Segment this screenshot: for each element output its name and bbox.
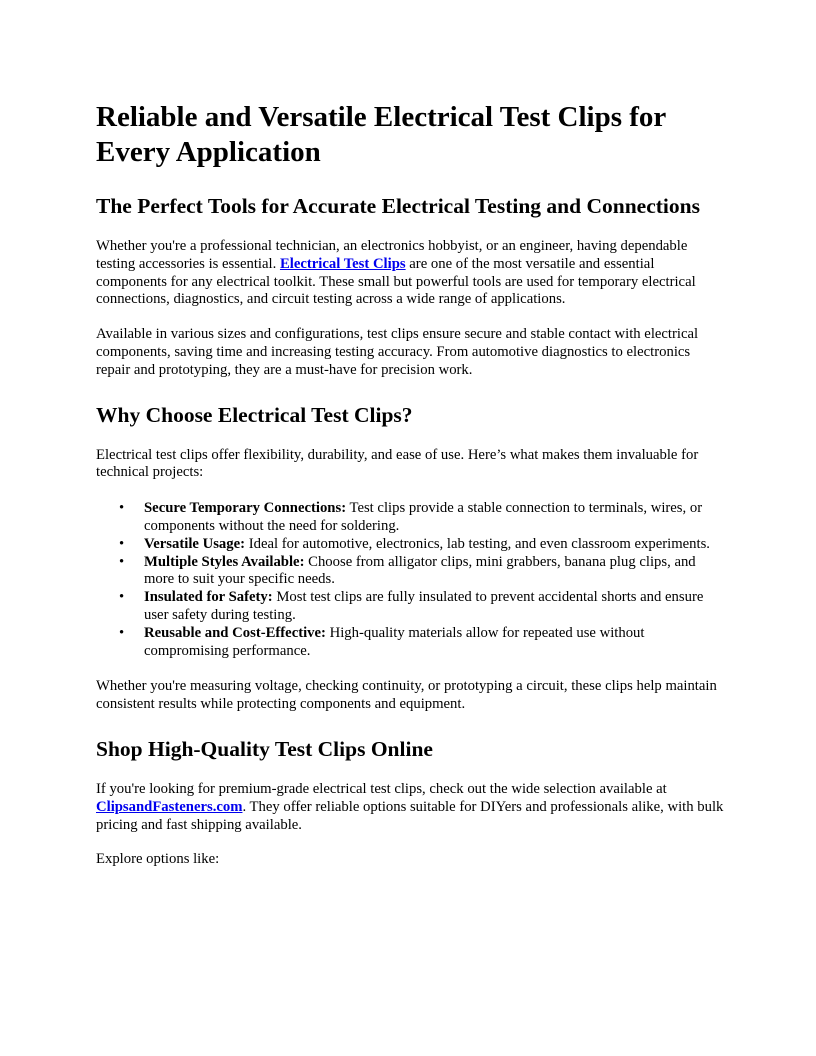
list-item-text: High-quality materials allow for repeated use without compromising performance. xyxy=(144,624,645,659)
intro-text-before-link: Whether you're a professional technician, an electronics hobbyist, or an engineer, having dependable testing accessories is essential. xyxy=(96,238,688,272)
electrical-test-clips-link[interactable]: Electrical Test Clips xyxy=(279,255,406,272)
list-item-label: Versatile Usage: xyxy=(144,535,246,552)
list-item-label: Insulated for Safety: xyxy=(144,589,273,606)
list-item-text: Choose from alligator clips, mini grabbers, banana plug clips, and more to suit your specific needs. xyxy=(144,553,696,588)
section-heading-why-choose: Why Choose Electrical Test Clips? xyxy=(96,402,413,427)
shop-text-after-link: . They offer reliable options suitable for DIYers and professionals alike, with bulk pricing and fast shipping available. xyxy=(96,798,724,833)
shop-paragraph xyxy=(96,781,726,834)
why-choose-intro: Electrical test clips offer flexibility, durability, and ease of use. Here’s what makes them invaluable for technical projects: xyxy=(96,446,699,481)
list-item xyxy=(144,625,726,661)
list-item xyxy=(144,554,726,590)
list-item-text: Most test clips are fully insulated to prevent accidental shorts and ensure user safety during testing. xyxy=(144,589,704,623)
list-item-label: Secure Temporary Connections: xyxy=(144,500,347,517)
shop-text-before-link: If you're looking for premium-grade electrical test clips, check out the wide selection available at xyxy=(96,780,667,797)
closing-paragraph: Whether you're measuring voltage, checking continuity, or prototyping a circuit, these clips help maintain consistent results while protecting components and equipment. xyxy=(96,678,717,713)
clipsandfasteners-link[interactable]: ClipsandFasteners.com xyxy=(96,798,243,815)
section-heading-shop: Shop High-Quality Test Clips Online xyxy=(96,736,433,761)
configurations-paragraph: Available in various sizes and configurations, test clips ensure secure and stable contact with electrical components, saving time and increasing testing accuracy. From automotive diagnostics to electronics repair and prototyping, they are a must-have for precision work. xyxy=(96,326,699,378)
list-item-text: Test clips provide a stable connection to terminals, wires, or components without the need for soldering. xyxy=(144,500,703,534)
page-title: Reliable and Versatile Electrical Test Clips for Every Application xyxy=(96,101,666,168)
document-page xyxy=(96,100,726,869)
explore-options-paragraph: Explore options like: xyxy=(96,851,220,868)
section-heading-perfect-tools: The Perfect Tools for Accurate Electrical Testing and Connections xyxy=(96,194,700,218)
list-item xyxy=(144,500,726,536)
list-item xyxy=(144,589,726,625)
intro-text-after-link: are one of the most versatile and essential components for any electrical toolkit. These small but powerful tools are used for temporary electrical connections, diagnostics, and circuit testing across a wide range of applications. xyxy=(96,255,696,308)
list-item xyxy=(144,536,726,554)
list-item-text: Ideal for automotive, electronics, lab testing, and even classroom experiments. xyxy=(245,535,710,552)
list-item-label: Multiple Styles Available: xyxy=(144,553,305,570)
list-item-label: Reusable and Cost-Effective: xyxy=(144,624,326,641)
benefits-list xyxy=(96,500,726,660)
intro-paragraph xyxy=(96,238,726,309)
